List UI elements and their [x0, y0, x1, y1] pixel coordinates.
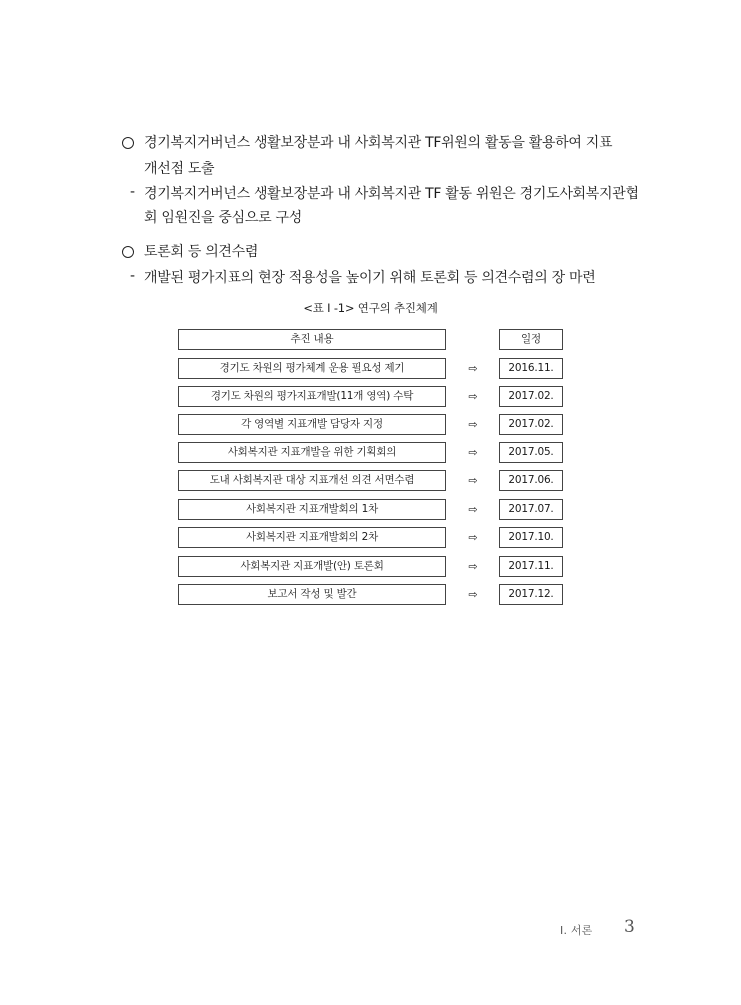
step-content-box: 경기도 차원의 평가체계 운용 필요성 제기	[178, 358, 446, 379]
step-content-box: 보고서 작성 및 발간	[178, 584, 446, 605]
page-number: 3	[624, 917, 635, 937]
item1-text-line2: 개선점 도출	[144, 161, 215, 177]
item2-sub-line1: 개발된 평가지표의 현장 적용성을 높이기 위해 토론회 등 의견수렴의 장 마련	[144, 270, 596, 286]
step-content-box: 경기도 차원의 평가지표개발(11개 영역) 수탁	[178, 386, 446, 407]
dash-bullet: -	[130, 268, 136, 284]
arrow-right-icon: ⇨	[468, 503, 478, 516]
step-content-box: 각 영역별 지표개발 담당자 지정	[178, 414, 446, 435]
circle-bullet-icon	[122, 137, 134, 149]
step-date-box: 2017.05.	[499, 442, 563, 463]
arrow-right-icon: ⇨	[468, 446, 478, 459]
item1-text-line1: 경기복지거버넌스 생활보장분과 내 사회복지관 TF위원의 활동을 활용하여 지표	[144, 135, 613, 151]
step-date-box: 2017.10.	[499, 527, 563, 548]
arrow-right-icon: ⇨	[468, 390, 478, 403]
step-date-box: 2017.06.	[499, 470, 563, 491]
arrow-right-icon: ⇨	[468, 588, 478, 601]
step-date-box: 2017.07.	[499, 499, 563, 520]
header-content-box: 추진 내용	[178, 329, 446, 350]
dash-bullet: -	[130, 184, 136, 200]
circle-bullet-icon	[122, 246, 134, 258]
arrow-right-icon: ⇨	[468, 474, 478, 487]
item2-text-line1: 토론회 등 의견수렴	[144, 244, 259, 260]
arrow-right-icon: ⇨	[468, 560, 478, 573]
arrow-right-icon: ⇨	[468, 531, 478, 544]
step-content-box: 사회복지관 지표개발회의 2차	[178, 527, 446, 548]
step-date-box: 2017.02.	[499, 414, 563, 435]
step-content-box: 사회복지관 지표개발회의 1차	[178, 499, 446, 520]
step-content-box: 사회복지관 지표개발(안) 토론회	[178, 556, 446, 577]
step-content-box: 사회복지관 지표개발을 위한 기획회의	[178, 442, 446, 463]
table-caption: <표 Ⅰ -1> 연구의 추진체계	[303, 301, 438, 315]
step-content-box: 도내 사회복지관 대상 지표개선 의견 서면수렴	[178, 470, 446, 491]
item1-sub-line2: 회 임원진을 중심으로 구성	[144, 210, 302, 226]
arrow-right-icon: ⇨	[468, 362, 478, 375]
step-date-box: 2017.11.	[499, 556, 563, 577]
step-date-box: 2017.12.	[499, 584, 563, 605]
footer-section-label: Ⅰ. 서론	[560, 924, 593, 937]
item1-sub-line1: 경기복지거버넌스 생활보장분과 내 사회복지관 TF 활동 위원은 경기도사회복지관협	[144, 186, 639, 202]
arrow-right-icon: ⇨	[468, 418, 478, 431]
step-date-box: 2017.02.	[499, 386, 563, 407]
step-date-box: 2016.11.	[499, 358, 563, 379]
header-date-box: 일정	[499, 329, 563, 350]
